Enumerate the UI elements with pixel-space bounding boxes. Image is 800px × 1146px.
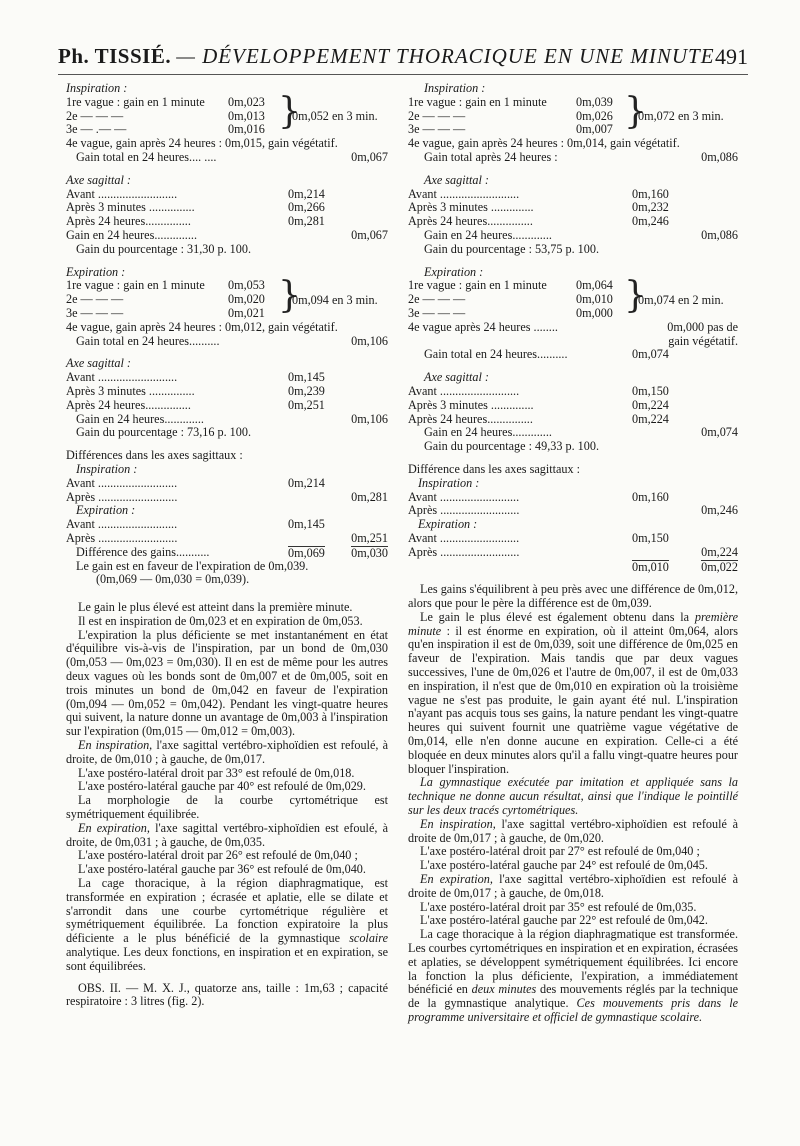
left-insp-v2-val: 0m,013 [228, 108, 265, 123]
left-diff-gains: Différence des gains........... [76, 544, 210, 559]
right-diff-insp-apres-val: 0m,246 [701, 503, 738, 518]
left-axe2-avant: Avant .......................... [66, 370, 178, 385]
left-para-1: Le gain le plus élevé est atteint dans la première minute. [78, 600, 353, 615]
right-axe1-gain-val: 0m,086 [701, 227, 738, 242]
left-para-11 [66, 877, 388, 974]
left-exp-v4: 4e vague, gain après 24 heures : 0m,012, gain végétatif. [66, 319, 338, 334]
left-exp-v2-lead: 2e — — — [66, 292, 124, 307]
left-para-2: Il est en inspiration de 0m,023 et en expiration de 0m,053. [78, 613, 363, 628]
left-axe2-label: Axe sagittal : [66, 356, 131, 371]
right-para-2b: : il est énorme en expiration, où il atteint 0m,064, alors qu'en inspiration il est de 0m,039, soit une différence de 0m,025 en faveur de l'expiration. Mais tandis que par deux vagues successives, l'une de 0m,026 et l'autre de 0m,007, il est de 0m,033 en inspiration, il n'est que de 0m,010 en expiration où la troisième vague ne s'est pas produite, le gain ayant été nul. L'inspiration n'ayant pas acquis tous ses gains, la nature pendant les vingt-quatre heures qui suivent fournit une quatrième vague végétative de 0m,014, elle n'en donne aucune en expiration. Celle-ci a été bloquée en deux minutes alors qu'il a fallu vingt-quatre heures pour bloquer l'inspiration. [408, 623, 738, 776]
left-axe2-avant-val: 0m,145 [288, 370, 325, 385]
left-axe1-gain: Gain en 24 heures.............. [66, 227, 197, 242]
left-diff-exp-apres: Après .......................... [66, 530, 178, 545]
right-inspiration-block [408, 82, 738, 165]
right-body-text [408, 583, 738, 1025]
left-insp-v3-lead: 3e — .— — [66, 122, 127, 137]
right-axe1-24h-val: 0m,246 [632, 214, 669, 229]
right-insp-v1-val: 0m,039 [576, 94, 613, 109]
right-exp-label: Expiration : [424, 264, 484, 279]
right-expiration-block [408, 266, 738, 363]
left-diff-insp-avant: Avant .......................... [66, 475, 178, 490]
right-insp-v2-val: 0m,026 [576, 108, 613, 123]
right-diff-insp-avant: Avant .......................... [408, 489, 520, 504]
right-column [408, 82, 738, 1025]
right-para-4 [408, 818, 738, 846]
left-para-10: L'axe postéro-latéral gauche par 36° est refoulé de 0m,040. [78, 862, 366, 877]
right-diff-exp-label: Expiration : [418, 517, 478, 532]
left-para-8 [66, 822, 388, 850]
left-axe2-gain-val: 0m,106 [351, 411, 388, 426]
left-insp-brace: } [278, 91, 301, 132]
right-insp-v3-lead: 3e — — — [408, 122, 466, 137]
left-axe1-24h: Après 24 heures............... [66, 214, 191, 229]
left-axe1-24h-val: 0m,281 [288, 214, 325, 229]
left-gain-exp-line2: (0m,069 — 0m,030 = 0m,039). [96, 572, 250, 587]
left-para-4-italic: En inspiration, [78, 738, 153, 753]
left-para-8-text: l'axe sagittal vertébro-xiphoïdien est efoulé, à droite, de 0m,031 ; à gauche, de 0m,035. [66, 820, 389, 849]
left-insp-total-val: 0m,067 [351, 149, 388, 164]
right-diff-exp-avant: Avant .......................... [408, 530, 520, 545]
right-para-6: L'axe postéro-latéral gauche par 24° est refoulé de 0m,045. [420, 858, 708, 873]
right-axe2-pct: Gain du pourcentage : 49,33 p. 100. [424, 439, 599, 454]
left-axe2-3min: Après 3 minutes ............... [66, 383, 195, 398]
right-differences [408, 463, 738, 573]
right-diff-insp-label: Inspiration : [418, 475, 480, 490]
right-para-7-italic: En expiration, [420, 872, 493, 887]
header-title: — DÉVELOPPEMENT THORACIQUE EN UNE MINUTE [176, 44, 715, 68]
right-diff-exp-apres: Après .......................... [408, 544, 520, 559]
left-para-8-italic: En expiration, [78, 820, 150, 835]
left-axe-1 [66, 174, 388, 257]
left-exp-total-val: 0m,106 [351, 333, 388, 348]
left-para-4-text: l'axe sagittal vertébro-xiphoïdien est refoulé, à droite, de 0m,010 ; à gauche, de 0m,017. [66, 738, 388, 766]
right-diff-exp-apres-val: 0m,224 [701, 544, 738, 559]
left-insp-v2-lead: 2e — — — [66, 108, 124, 123]
left-diff-exp-avant-val: 0m,145 [288, 517, 325, 532]
right-para-7-text: l'axe sagittal vertébro-xiphoïdien est refoulé à droite de 0m,017 ; à gauche, de 0m,018. [408, 872, 738, 900]
right-para-10-italic-2: Ces mouvements pris dans le programme universitaire et officiel de gymnastique scolaire. [408, 996, 739, 1024]
right-exp-v2-lead: 2e — — — [408, 292, 466, 307]
left-diff-insp-avant-val: 0m,214 [288, 475, 325, 490]
right-axe2-avant: Avant .......................... [408, 383, 520, 398]
left-diff-gains-val2: 0m,030 [351, 545, 388, 560]
right-para-2 [408, 611, 738, 777]
left-para-11a: La cage thoracique, à la région diaphragmatique, est transformée en expiration ; écrasée et aplatie, elle se dilate et s'arrondit dans une courbe cyrtométrique régulière et symétriquement équilibrée. La fonction expiratoire la plus déficiente a le plus bénéficié de la gymnastique [66, 876, 388, 946]
right-para-3: La gymnastique exécutée par imitation et appliquée sans la technique ne donne aucun résultat, ainsi que l'indique le pointillé sur les deux tracés cyrtométriques. [408, 775, 738, 818]
right-insp-brace: } [624, 91, 647, 132]
right-para-10-italic: deux minutes [471, 982, 537, 997]
right-exp-brace: } [624, 274, 647, 316]
left-axe1-pct: Gain du pourcentage : 31,30 p. 100. [76, 241, 251, 256]
right-para-1: Les gains s'équilibrent à peu près avec une différence de 0m,012, alors que pour le père la différence est de 0m,039. [408, 582, 738, 611]
left-insp-v4: 4e vague, gain après 24 heures : 0m,015, gain végétatif. [66, 136, 338, 151]
right-exp-v1-lead: 1re vague : gain en 1 minute [408, 278, 547, 293]
right-exp-total-lead: Gain total en 24 heures.......... [424, 347, 568, 362]
right-axe1-label: Axe sagittal : [424, 172, 489, 187]
right-axe1-pct: Gain du pourcentage : 53,75 p. 100. [424, 241, 599, 256]
left-axe1-avant: Avant .......................... [66, 186, 178, 201]
right-axe1-3min-val: 0m,232 [632, 200, 669, 215]
right-axe2-label: Axe sagittal : [424, 370, 489, 385]
header-author: Ph. TISSIÉ. [58, 44, 172, 68]
left-axe1-3min: Après 3 minutes ............... [66, 200, 195, 215]
right-axe1-24h: Après 24 heures............... [408, 214, 533, 229]
right-exp-brace-total: 0m,074 en 2 min. [638, 292, 724, 307]
left-exp-v3-val: 0m,021 [228, 305, 265, 320]
right-axe-2 [408, 371, 738, 454]
right-diff-insp-avant-val: 0m,160 [632, 489, 669, 504]
right-para-10a: La cage thoracique à la région diaphragmatique est transformée. Les courbes cyrtométriques en inspiration et en expiration, écrasées et aplaties, se développent symétriquement équilibrées. Ici encore la fonction la plus déficiente, l'expiration, a immédiatement bénéficié en [408, 927, 738, 997]
left-para-7: La morphologie de la courbe cyrtométrique est symétriquement équilibrée. [66, 793, 388, 822]
left-diff-gains-val1: 0m,069 [288, 545, 325, 560]
left-exp-total-lead: Gain total en 24 heures.......... [76, 333, 220, 348]
left-axe2-24h: Après 24 heures............... [66, 397, 191, 412]
right-exp-v2-val: 0m,010 [576, 292, 613, 307]
left-para-9: L'axe postéro-latéral droit par 26° est refoulé de 0m,040 ; [78, 848, 358, 863]
left-para-5: L'axe postéro-latéral droit par 33° est refoulé de 0m,018. [78, 765, 355, 780]
left-diff-title: Différences dans les axes sagittaux : [66, 448, 243, 463]
right-axe2-24h-val: 0m,224 [632, 411, 669, 426]
right-para-10 [408, 928, 738, 1025]
right-exp-v3-val: 0m,000 [576, 305, 613, 320]
left-diff-insp-label: Inspiration : [76, 461, 138, 476]
left-exp-brace-total: 0m,094 en 3 min. [292, 292, 378, 307]
right-para-8: L'axe postéro-latéral droit par 35° est refoulé de 0m,035. [420, 899, 697, 914]
left-axe1-3min-val: 0m,266 [288, 200, 325, 215]
right-axe2-gain: Gain en 24 heures............. [424, 425, 552, 440]
right-para-2a: Le gain le plus élevé est également obtenu dans la [420, 609, 695, 624]
right-exp-v1-val: 0m,064 [576, 278, 613, 293]
left-obs: OBS. II. — M. X. J., quatorze ans, taille : 1m,63 ; capacité respiratoire : 3 litres (fig. 2). [66, 980, 388, 1009]
left-insp-v3-val: 0m,016 [228, 122, 265, 137]
right-para-7 [408, 873, 738, 901]
right-para-10b: des mouvements réglés par la technique de la gymnastique analytique. [408, 982, 738, 1011]
left-exp-brace: } [278, 274, 301, 316]
left-gain-exp-line1: Le gain est en faveur de l'expiration de 0m,039. [76, 558, 309, 573]
left-axe1-label: Axe sagittal : [66, 172, 131, 187]
right-axe1-3min: Après 3 minutes .............. [408, 200, 534, 215]
left-insp-v1-lead: 1re vague : gain en 1 minute [66, 94, 205, 109]
right-insp-brace-total: 0m,072 en 3 min. [638, 109, 724, 123]
left-axe2-pct: Gain du pourcentage : 73,16 p. 100. [76, 425, 251, 440]
right-para-9: L'axe postéro-latéral gauche par 22° est refoulé de 0m,042. [420, 913, 708, 928]
left-expiration-block [66, 266, 388, 349]
left-insp-v1-val: 0m,023 [228, 94, 265, 109]
left-axe-2 [66, 357, 388, 440]
left-para-6: L'axe postéro-latéral gauche par 40° est refoulé de 0m,029. [78, 779, 366, 794]
right-para-4-italic: En inspiration, [420, 816, 496, 831]
right-exp-total-val: 0m,074 [632, 347, 669, 362]
running-header [58, 44, 748, 75]
right-diff-gains-val2: 0m,022 [701, 559, 738, 574]
right-diff-insp-apres: Après .......................... [408, 503, 520, 518]
left-diff-insp-apres-val: 0m,281 [351, 489, 388, 504]
left-axe1-avant-val: 0m,214 [288, 186, 325, 201]
left-axe2-24h-val: 0m,251 [288, 397, 325, 412]
right-axe2-24h: Après 24 heures............... [408, 411, 533, 426]
left-differences [66, 449, 388, 587]
right-diff-exp-avant-val: 0m,150 [632, 530, 669, 545]
left-para-4 [66, 739, 388, 767]
left-inspiration-block [66, 82, 388, 165]
left-diff-insp-apres: Après .......................... [66, 489, 178, 504]
right-para-5: L'axe postéro-latéral droit par 27° est refoulé de 0m,040 ; [420, 844, 700, 859]
left-axe1-gain-val: 0m,067 [351, 227, 388, 242]
left-para-11-italic: scolaire [349, 931, 388, 946]
right-axe2-gain-val: 0m,074 [701, 425, 738, 440]
left-exp-v3-lead: 3e — — — [66, 305, 124, 320]
left-insp-label: Inspiration : [66, 81, 128, 95]
left-axe2-gain: Gain en 24 heures............. [76, 411, 204, 426]
left-exp-v2-val: 0m,020 [228, 292, 265, 307]
right-diff-title: Différence dans les axes sagittaux : [408, 461, 581, 476]
right-exp-v4-lead: 4e vague après 24 heures ........ [408, 319, 558, 334]
left-column [66, 82, 388, 1009]
right-axe2-3min: Après 3 minutes .............. [408, 397, 534, 412]
left-exp-v1-val: 0m,053 [228, 278, 265, 293]
left-para-3: L'expiration la plus déficiente se met instantanément en état d'équilibre vis-à-vis de l'inspiration, par un bond de 0m,030 (0m,053 — 0m,023 = 0m,030). Il en est de même pour les autres deux vagues où les bonds sont de 0m,007 et de 0m,005, soit en trois minutes un bond de 0m,042 en faveur de l'expiration (0m,094 — 0m,052 = 0m,042). Pendant les vingt-quatre heures qui suivent, la nature donne un avantage de 0m,003 à l'inspiration sur l'expiration (0m,015 — 0m,012 = 0m,003). [66, 627, 388, 739]
left-insp-total-lead: Gain total en 24 heures.... .... [76, 149, 217, 164]
right-axe1-gain: Gain en 24 heures............. [424, 227, 552, 242]
right-insp-total-val: 0m,086 [701, 149, 738, 164]
right-para-2-italic: première minute [408, 609, 738, 638]
left-exp-v1-lead: 1re vague : gain en 1 minute [66, 278, 205, 293]
left-axe2-3min-val: 0m,239 [288, 383, 325, 398]
left-exp-label: Expiration : [66, 264, 126, 279]
left-para-11b: analytique. Les deux fonctions, en inspiration et en expiration, se sont équilibrées. [66, 945, 388, 973]
right-axe2-avant-val: 0m,150 [632, 383, 669, 398]
left-diff-exp-label: Expiration : [76, 503, 136, 518]
left-body-text [66, 601, 388, 1009]
right-axe1-avant-val: 0m,160 [632, 186, 669, 201]
page-number: 491 [715, 44, 748, 69]
right-insp-v3-val: 0m,007 [576, 122, 613, 137]
left-insp-brace-total: 0m,052 en 3 min. [292, 109, 378, 123]
right-axe1-avant: Avant .......................... [408, 186, 520, 201]
right-insp-v4: 4e vague, gain après 24 heures : 0m,014, gain végétatif. [408, 136, 680, 151]
right-exp-v3-lead: 3e — — — [408, 305, 466, 320]
right-insp-total-lead: Gain total après 24 heures : [424, 149, 558, 164]
right-insp-v1-lead: 1re vague : gain en 1 minute [408, 94, 547, 109]
right-axe2-3min-val: 0m,224 [632, 397, 669, 412]
right-exp-v4-val2: gain végétatif. [668, 333, 738, 348]
right-para-4-text: l'axe sagittal vertébro-xiphoïdien est refoulé à droite de 0m,017 ; à gauche, de 0m,020. [408, 816, 738, 845]
right-insp-label: Inspiration : [424, 81, 486, 95]
right-diff-gains-val1: 0m,010 [632, 559, 669, 574]
right-axe-1 [408, 174, 738, 257]
right-insp-v2-lead: 2e — — — [408, 108, 466, 123]
left-diff-exp-apres-val: 0m,251 [351, 530, 388, 545]
right-exp-v4-val: 0m,000 pas de [667, 319, 738, 334]
left-diff-exp-avant: Avant .......................... [66, 517, 178, 532]
